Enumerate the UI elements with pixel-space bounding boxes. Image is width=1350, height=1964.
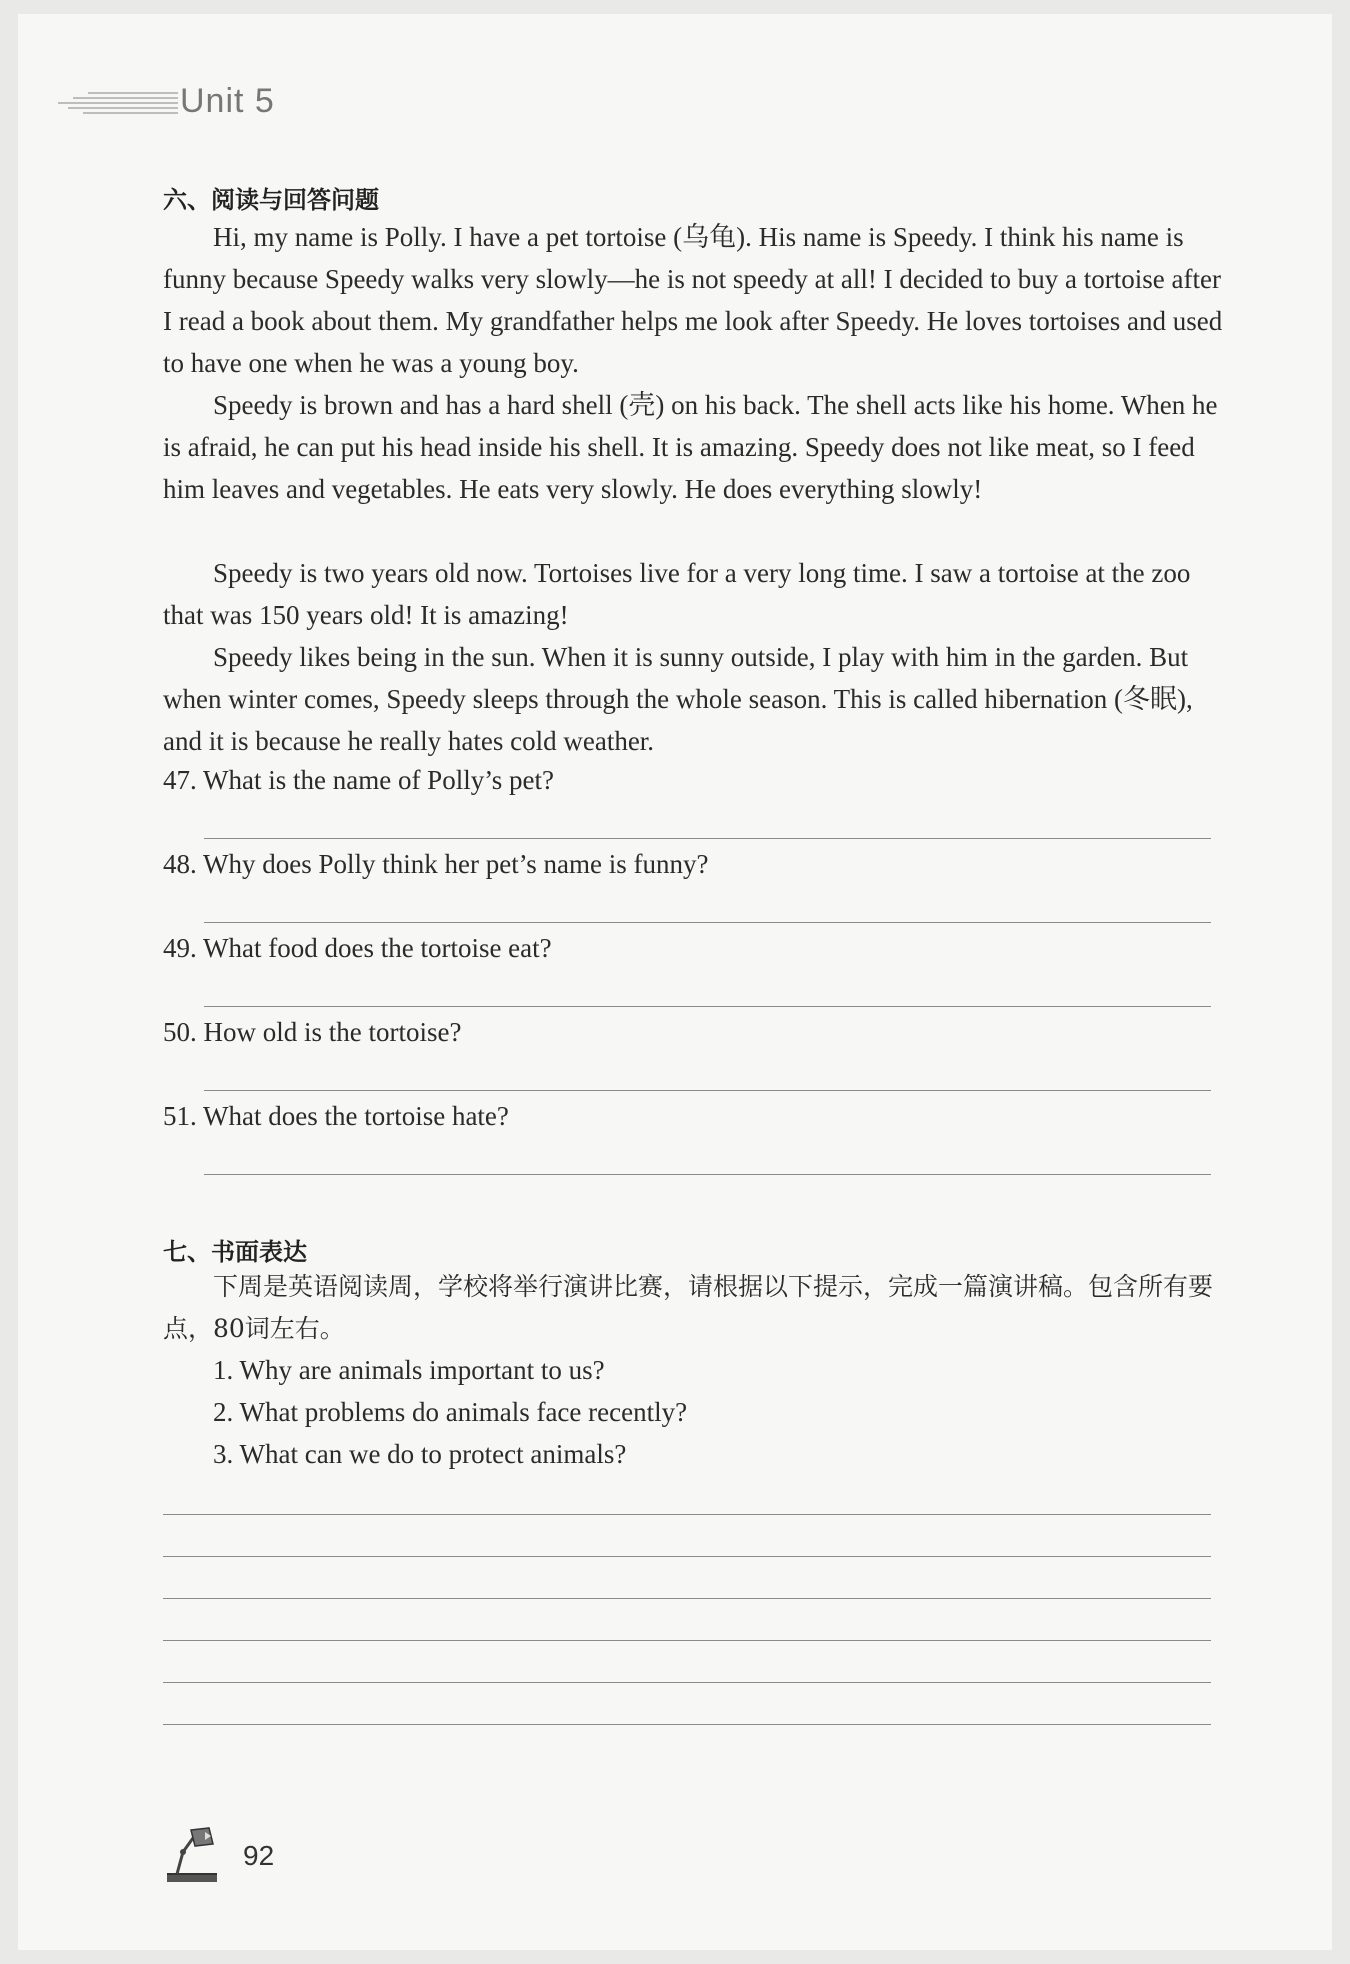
workbook-page bbox=[18, 14, 1332, 1950]
writing-line[interactable] bbox=[163, 1556, 1211, 1557]
section-6-heading: 六、阅读与回答问题 bbox=[163, 186, 379, 214]
writing-instructions: 下周是英语阅读周，学校将举行演讲比赛，请根据以下提示，完成一篇演讲稿。包含所有要点，80词左右。 bbox=[163, 1272, 1214, 1343]
answer-line-49[interactable] bbox=[204, 1006, 1211, 1007]
writing-line[interactable] bbox=[163, 1598, 1211, 1599]
writing-prompt-1: 1. Why are animals important to us? bbox=[213, 1355, 605, 1385]
passage-paragraph-4: Speedy likes being in the sun. When it is sunny outside, I play with him in the garden. But when winter comes, Speedy sleeps through the whole season. This is called hibernation (冬眠), and it is because he really hates cold weather. bbox=[163, 642, 1193, 756]
writing-prompt-2: 2. What problems do animals face recently? bbox=[213, 1397, 688, 1427]
question-51: 51. What does the tortoise hate? bbox=[163, 1101, 509, 1131]
unit-title: Unit 5 bbox=[180, 82, 275, 120]
passage-paragraph-3: Speedy is two years old now. Tortoises live for a very long time. I saw a tortoise at the zoo that was 150 years old! It is amazing! bbox=[163, 558, 1191, 630]
writing-line[interactable] bbox=[163, 1514, 1211, 1515]
writing-line[interactable] bbox=[163, 1640, 1211, 1641]
page-footer bbox=[163, 1824, 275, 1884]
header-decor-lines bbox=[58, 92, 178, 116]
answer-line-48[interactable] bbox=[204, 922, 1211, 923]
answer-line-47[interactable] bbox=[204, 838, 1211, 839]
passage-paragraph-1: Hi, my name is Polly. I have a pet tortoise (乌龟). His name is Speedy. I think his name is funny because Speedy walks very slowly—he is not speedy at all! I decided to buy a tortoise after I read a book about them. My grandfather helps me look after Speedy. He loves tortoises and used to have one when he was a young boy. bbox=[163, 222, 1223, 378]
passage-paragraph-2: Speedy is brown and has a hard shell (壳) on his back. The shell acts like his home. When he is afraid, he can put his head inside his shell. It is amazing. Speedy does not like meat, so I feed him leaves and vegetables. He eats very slowly. He does everything slowly! bbox=[163, 390, 1218, 504]
writing-line[interactable] bbox=[163, 1724, 1211, 1725]
desk-lamp-icon bbox=[163, 1824, 227, 1886]
answer-line-51[interactable] bbox=[204, 1174, 1211, 1175]
writing-line[interactable] bbox=[163, 1682, 1211, 1683]
question-49: 49. What food does the tortoise eat? bbox=[163, 933, 552, 963]
section-7-heading: 七、书面表达 bbox=[163, 1238, 307, 1266]
question-48: 48. Why does Polly think her pet’s name is funny? bbox=[163, 849, 709, 879]
answer-line-50[interactable] bbox=[204, 1090, 1211, 1091]
writing-prompt-3: 3. What can we do to protect animals? bbox=[213, 1439, 627, 1469]
question-47: 47. What is the name of Polly’s pet? bbox=[163, 765, 554, 795]
question-50: 50. How old is the tortoise? bbox=[163, 1017, 462, 1047]
page-number: 92 bbox=[243, 1840, 275, 1871]
